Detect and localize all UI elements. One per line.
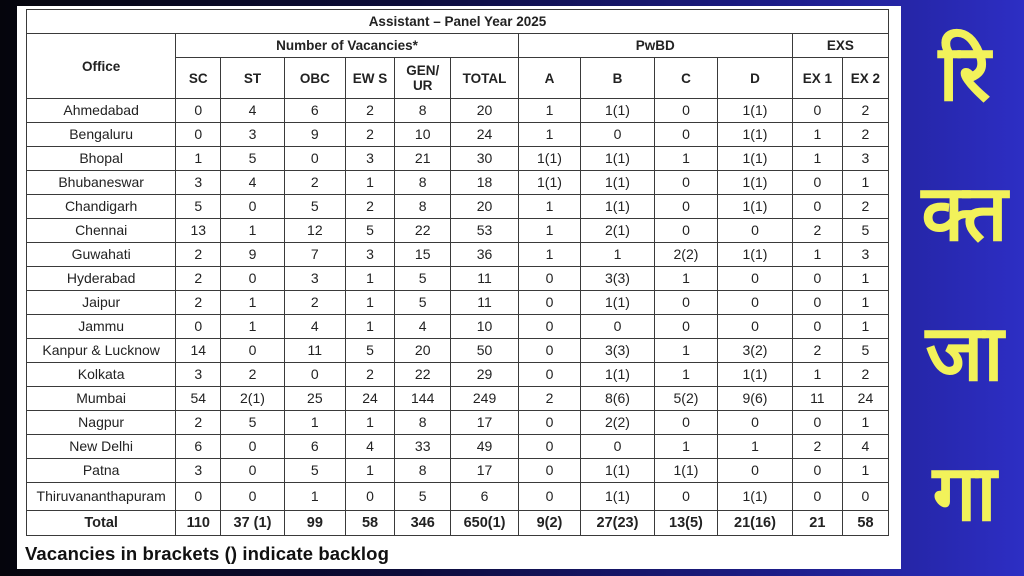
value-cell: 24 (451, 123, 518, 147)
value-cell: 0 (518, 483, 580, 511)
value-cell: 1 (842, 411, 888, 435)
value-cell: 3 (284, 267, 345, 291)
table-row (27, 387, 889, 411)
table-row (27, 267, 889, 291)
total-cell: 13(5) (654, 511, 717, 536)
value-cell: 3 (346, 243, 395, 267)
value-cell: 3 (842, 243, 888, 267)
office-cell: Bengaluru (27, 123, 176, 147)
value-cell: 4 (395, 315, 451, 339)
value-cell: 0 (654, 99, 717, 123)
total-label: Total (27, 511, 176, 536)
value-cell: 29 (451, 363, 518, 387)
value-cell: 20 (395, 339, 451, 363)
table-row (27, 339, 889, 363)
value-cell: 0 (581, 435, 655, 459)
value-cell: 8 (395, 411, 451, 435)
total-cell: 21(16) (718, 511, 793, 536)
value-cell: 144 (395, 387, 451, 411)
value-cell: 2 (518, 387, 580, 411)
value-cell: 2(2) (654, 243, 717, 267)
value-cell: 1(1) (581, 147, 655, 171)
column-header: TOTAL (451, 58, 518, 99)
value-cell: 50 (451, 339, 518, 363)
office-cell: Kanpur & Lucknow (27, 339, 176, 363)
value-cell: 2(2) (581, 411, 655, 435)
value-cell: 49 (451, 435, 518, 459)
value-cell: 1(1) (718, 243, 793, 267)
value-cell: 0 (581, 315, 655, 339)
value-cell: 1(1) (654, 459, 717, 483)
office-cell: Chandigarh (27, 195, 176, 219)
value-cell: 0 (654, 315, 717, 339)
office-cell: Hyderabad (27, 267, 176, 291)
table-row (27, 483, 889, 511)
value-cell: 0 (176, 99, 221, 123)
table-row (27, 99, 889, 123)
value-cell: 1(1) (518, 147, 580, 171)
value-cell: 2 (792, 219, 842, 243)
value-cell: 36 (451, 243, 518, 267)
value-cell: 0 (792, 171, 842, 195)
table-row (27, 291, 889, 315)
value-cell: 2 (176, 411, 221, 435)
column-header: GEN/ UR (395, 58, 451, 99)
table-row (27, 195, 889, 219)
total-cell: 21 (792, 511, 842, 536)
table-body (27, 99, 889, 536)
table-row (27, 411, 889, 435)
value-cell: 1 (581, 243, 655, 267)
office-cell: Guwahati (27, 243, 176, 267)
value-cell: 0 (221, 267, 284, 291)
value-cell: 5 (395, 291, 451, 315)
value-cell: 5(2) (654, 387, 717, 411)
value-cell: 1(1) (581, 195, 655, 219)
value-cell: 0 (792, 195, 842, 219)
value-cell: 12 (284, 219, 345, 243)
value-cell: 4 (842, 435, 888, 459)
value-cell: 1(1) (718, 99, 793, 123)
table-row (27, 243, 889, 267)
value-cell: 0 (518, 411, 580, 435)
value-cell: 6 (451, 483, 518, 511)
value-cell: 0 (176, 315, 221, 339)
value-cell: 0 (654, 171, 717, 195)
value-cell: 33 (395, 435, 451, 459)
value-cell: 0 (792, 267, 842, 291)
value-cell: 0 (792, 459, 842, 483)
value-cell: 5 (842, 219, 888, 243)
value-cell: 3(2) (718, 339, 793, 363)
value-cell: 20 (451, 195, 518, 219)
office-cell: Ahmedabad (27, 99, 176, 123)
value-cell: 2 (346, 123, 395, 147)
total-cell: 650(1) (451, 511, 518, 536)
value-cell: 10 (395, 123, 451, 147)
office-cell: Bhubaneswar (27, 171, 176, 195)
value-cell: 4 (284, 315, 345, 339)
table-row (27, 171, 889, 195)
value-cell: 21 (395, 147, 451, 171)
value-cell: 24 (346, 387, 395, 411)
value-cell: 53 (451, 219, 518, 243)
value-cell: 1 (221, 291, 284, 315)
value-cell: 0 (792, 315, 842, 339)
value-cell: 5 (221, 411, 284, 435)
value-cell: 0 (718, 411, 793, 435)
value-cell: 0 (792, 411, 842, 435)
value-cell: 1 (792, 243, 842, 267)
column-header: EW S (346, 58, 395, 99)
value-cell: 6 (176, 435, 221, 459)
value-cell: 2 (842, 99, 888, 123)
value-cell: 0 (792, 99, 842, 123)
value-cell: 1 (346, 459, 395, 483)
office-cell: Chennai (27, 219, 176, 243)
office-header: Office (27, 34, 176, 99)
value-cell: 0 (518, 291, 580, 315)
total-row (27, 511, 889, 536)
value-cell: 1 (654, 339, 717, 363)
value-cell: 0 (518, 435, 580, 459)
value-cell: 1 (284, 411, 345, 435)
value-cell: 0 (518, 339, 580, 363)
value-cell: 2 (792, 339, 842, 363)
value-cell: 0 (654, 483, 717, 511)
value-cell: 0 (654, 123, 717, 147)
value-cell: 1 (221, 315, 284, 339)
value-cell: 2 (346, 195, 395, 219)
value-cell: 2 (221, 363, 284, 387)
value-cell: 1(1) (581, 291, 655, 315)
value-cell: 54 (176, 387, 221, 411)
value-cell: 1 (654, 435, 717, 459)
column-header: ST (221, 58, 284, 99)
value-cell: 0 (842, 483, 888, 511)
exs-group-header: EXS (792, 34, 888, 58)
value-cell: 0 (654, 219, 717, 243)
value-cell: 1 (842, 291, 888, 315)
office-cell: Kolkata (27, 363, 176, 387)
value-cell: 3 (176, 363, 221, 387)
value-cell: 2(1) (221, 387, 284, 411)
value-cell: 0 (221, 435, 284, 459)
column-header: A (518, 58, 580, 99)
value-cell: 1 (792, 123, 842, 147)
value-cell: 0 (176, 123, 221, 147)
value-cell: 249 (451, 387, 518, 411)
value-cell: 0 (518, 459, 580, 483)
value-cell: 8 (395, 195, 451, 219)
value-cell: 3 (176, 459, 221, 483)
value-cell: 2 (176, 267, 221, 291)
value-cell: 8 (395, 171, 451, 195)
office-cell: Jammu (27, 315, 176, 339)
pwbd-group-header: PwBD (518, 34, 792, 58)
office-cell: Patna (27, 459, 176, 483)
side-title-glyph: क्त (921, 169, 1008, 259)
value-cell: 0 (346, 483, 395, 511)
value-cell: 1 (792, 363, 842, 387)
value-cell: 0 (518, 363, 580, 387)
value-cell: 0 (718, 219, 793, 243)
value-cell: 1 (221, 219, 284, 243)
value-cell: 0 (221, 195, 284, 219)
value-cell: 1 (518, 195, 580, 219)
value-cell: 17 (451, 411, 518, 435)
value-cell: 3 (346, 147, 395, 171)
value-cell: 1 (654, 147, 717, 171)
column-header: SC (176, 58, 221, 99)
office-cell: Jaipur (27, 291, 176, 315)
value-cell: 20 (451, 99, 518, 123)
value-cell: 1(1) (518, 171, 580, 195)
value-cell: 1(1) (718, 483, 793, 511)
value-cell: 2 (176, 291, 221, 315)
value-cell: 8(6) (581, 387, 655, 411)
value-cell: 0 (581, 123, 655, 147)
value-cell: 2 (842, 195, 888, 219)
value-cell: 7 (284, 243, 345, 267)
value-cell: 0 (654, 291, 717, 315)
value-cell: 1(1) (581, 459, 655, 483)
value-cell: 2 (346, 99, 395, 123)
value-cell: 9(6) (718, 387, 793, 411)
table-title: Assistant – Panel Year 2025 (27, 10, 889, 34)
value-cell: 1(1) (718, 123, 793, 147)
value-cell: 9 (221, 243, 284, 267)
value-cell: 2 (284, 171, 345, 195)
total-cell: 37 (1) (221, 511, 284, 536)
value-cell: 1(1) (581, 171, 655, 195)
value-cell: 0 (792, 291, 842, 315)
value-cell: 30 (451, 147, 518, 171)
value-cell: 8 (395, 99, 451, 123)
value-cell: 1 (842, 459, 888, 483)
value-cell: 15 (395, 243, 451, 267)
value-cell: 1(1) (581, 363, 655, 387)
value-cell: 4 (221, 171, 284, 195)
office-cell: New Delhi (27, 435, 176, 459)
table-row (27, 363, 889, 387)
office-cell: Bhopal (27, 147, 176, 171)
vacancies-group-header: Number of Vacancies* (176, 34, 519, 58)
value-cell: 0 (221, 459, 284, 483)
column-header: C (654, 58, 717, 99)
value-cell: 10 (451, 315, 518, 339)
vacancy-document (17, 6, 901, 569)
value-cell: 11 (284, 339, 345, 363)
total-cell: 9(2) (518, 511, 580, 536)
value-cell: 13 (176, 219, 221, 243)
value-cell: 0 (221, 483, 284, 511)
value-cell: 1 (842, 315, 888, 339)
value-cell: 5 (346, 339, 395, 363)
value-cell: 2 (284, 291, 345, 315)
value-cell: 1 (654, 267, 717, 291)
office-cell: Thiruvananthapuram (27, 483, 176, 511)
table-row (27, 219, 889, 243)
value-cell: 1 (346, 315, 395, 339)
total-cell: 58 (842, 511, 888, 536)
office-cell: Nagpur (27, 411, 176, 435)
value-cell: 1 (518, 243, 580, 267)
value-cell: 5 (176, 195, 221, 219)
value-cell: 2(1) (581, 219, 655, 243)
value-cell: 25 (284, 387, 345, 411)
value-cell: 5 (221, 147, 284, 171)
column-header: B (581, 58, 655, 99)
value-cell: 3 (176, 171, 221, 195)
value-cell: 1(1) (718, 195, 793, 219)
side-title-glyph: रि (938, 29, 991, 119)
value-cell: 5 (284, 195, 345, 219)
value-cell: 17 (451, 459, 518, 483)
value-cell: 4 (346, 435, 395, 459)
value-cell: 1 (842, 171, 888, 195)
table-row (27, 123, 889, 147)
value-cell: 0 (718, 315, 793, 339)
value-cell: 2 (842, 363, 888, 387)
value-cell: 5 (284, 459, 345, 483)
value-cell: 0 (792, 483, 842, 511)
value-cell: 1 (176, 147, 221, 171)
total-cell: 58 (346, 511, 395, 536)
column-header: D (718, 58, 793, 99)
value-cell: 0 (654, 195, 717, 219)
total-cell: 27(23) (581, 511, 655, 536)
value-cell: 2 (346, 363, 395, 387)
value-cell: 5 (395, 483, 451, 511)
value-cell: 5 (346, 219, 395, 243)
value-cell: 0 (718, 267, 793, 291)
value-cell: 2 (842, 123, 888, 147)
value-cell: 1 (518, 219, 580, 243)
value-cell: 0 (718, 459, 793, 483)
value-cell: 14 (176, 339, 221, 363)
value-cell: 6 (284, 99, 345, 123)
total-cell: 110 (176, 511, 221, 536)
column-header: EX 1 (792, 58, 842, 99)
value-cell: 1(1) (581, 99, 655, 123)
value-cell: 11 (451, 267, 518, 291)
value-cell: 1(1) (718, 147, 793, 171)
value-cell: 1 (792, 147, 842, 171)
value-cell: 9 (284, 123, 345, 147)
office-cell: Mumbai (27, 387, 176, 411)
hindi-side-title (905, 14, 1024, 554)
value-cell: 11 (792, 387, 842, 411)
value-cell: 3(3) (581, 339, 655, 363)
value-cell: 0 (221, 339, 284, 363)
value-cell: 0 (284, 363, 345, 387)
value-cell: 2 (176, 243, 221, 267)
table-row (27, 435, 889, 459)
value-cell: 6 (284, 435, 345, 459)
value-cell: 1 (346, 291, 395, 315)
value-cell: 1 (346, 411, 395, 435)
value-cell: 5 (842, 339, 888, 363)
value-cell: 0 (176, 483, 221, 511)
value-cell: 5 (395, 267, 451, 291)
value-cell: 8 (395, 459, 451, 483)
vacancy-table (26, 9, 889, 536)
side-title-glyph: जा (925, 309, 1004, 399)
value-cell: 1 (518, 123, 580, 147)
value-cell: 1 (718, 435, 793, 459)
value-cell: 1 (842, 267, 888, 291)
value-cell: 1(1) (718, 363, 793, 387)
value-cell: 1 (654, 363, 717, 387)
table-row (27, 459, 889, 483)
value-cell: 3 (221, 123, 284, 147)
value-cell: 18 (451, 171, 518, 195)
value-cell: 0 (284, 147, 345, 171)
value-cell: 22 (395, 219, 451, 243)
value-cell: 3(3) (581, 267, 655, 291)
value-cell: 1(1) (581, 483, 655, 511)
table-row (27, 147, 889, 171)
value-cell: 0 (518, 315, 580, 339)
total-cell: 346 (395, 511, 451, 536)
table-row (27, 315, 889, 339)
value-cell: 1 (346, 267, 395, 291)
value-cell: 24 (842, 387, 888, 411)
value-cell: 0 (718, 291, 793, 315)
value-cell: 0 (654, 411, 717, 435)
value-cell: 2 (792, 435, 842, 459)
value-cell: 1(1) (718, 171, 793, 195)
value-cell: 3 (842, 147, 888, 171)
column-header: OBC (284, 58, 345, 99)
side-title-glyph: गा (932, 449, 997, 539)
value-cell: 1 (284, 483, 345, 511)
column-header: EX 2 (842, 58, 888, 99)
backlog-footnote: Vacancies in brackets () indicate backlog (25, 543, 389, 564)
value-cell: 4 (221, 99, 284, 123)
total-cell: 99 (284, 511, 345, 536)
value-cell: 11 (451, 291, 518, 315)
value-cell: 1 (518, 99, 580, 123)
value-cell: 22 (395, 363, 451, 387)
value-cell: 1 (346, 171, 395, 195)
value-cell: 0 (518, 267, 580, 291)
